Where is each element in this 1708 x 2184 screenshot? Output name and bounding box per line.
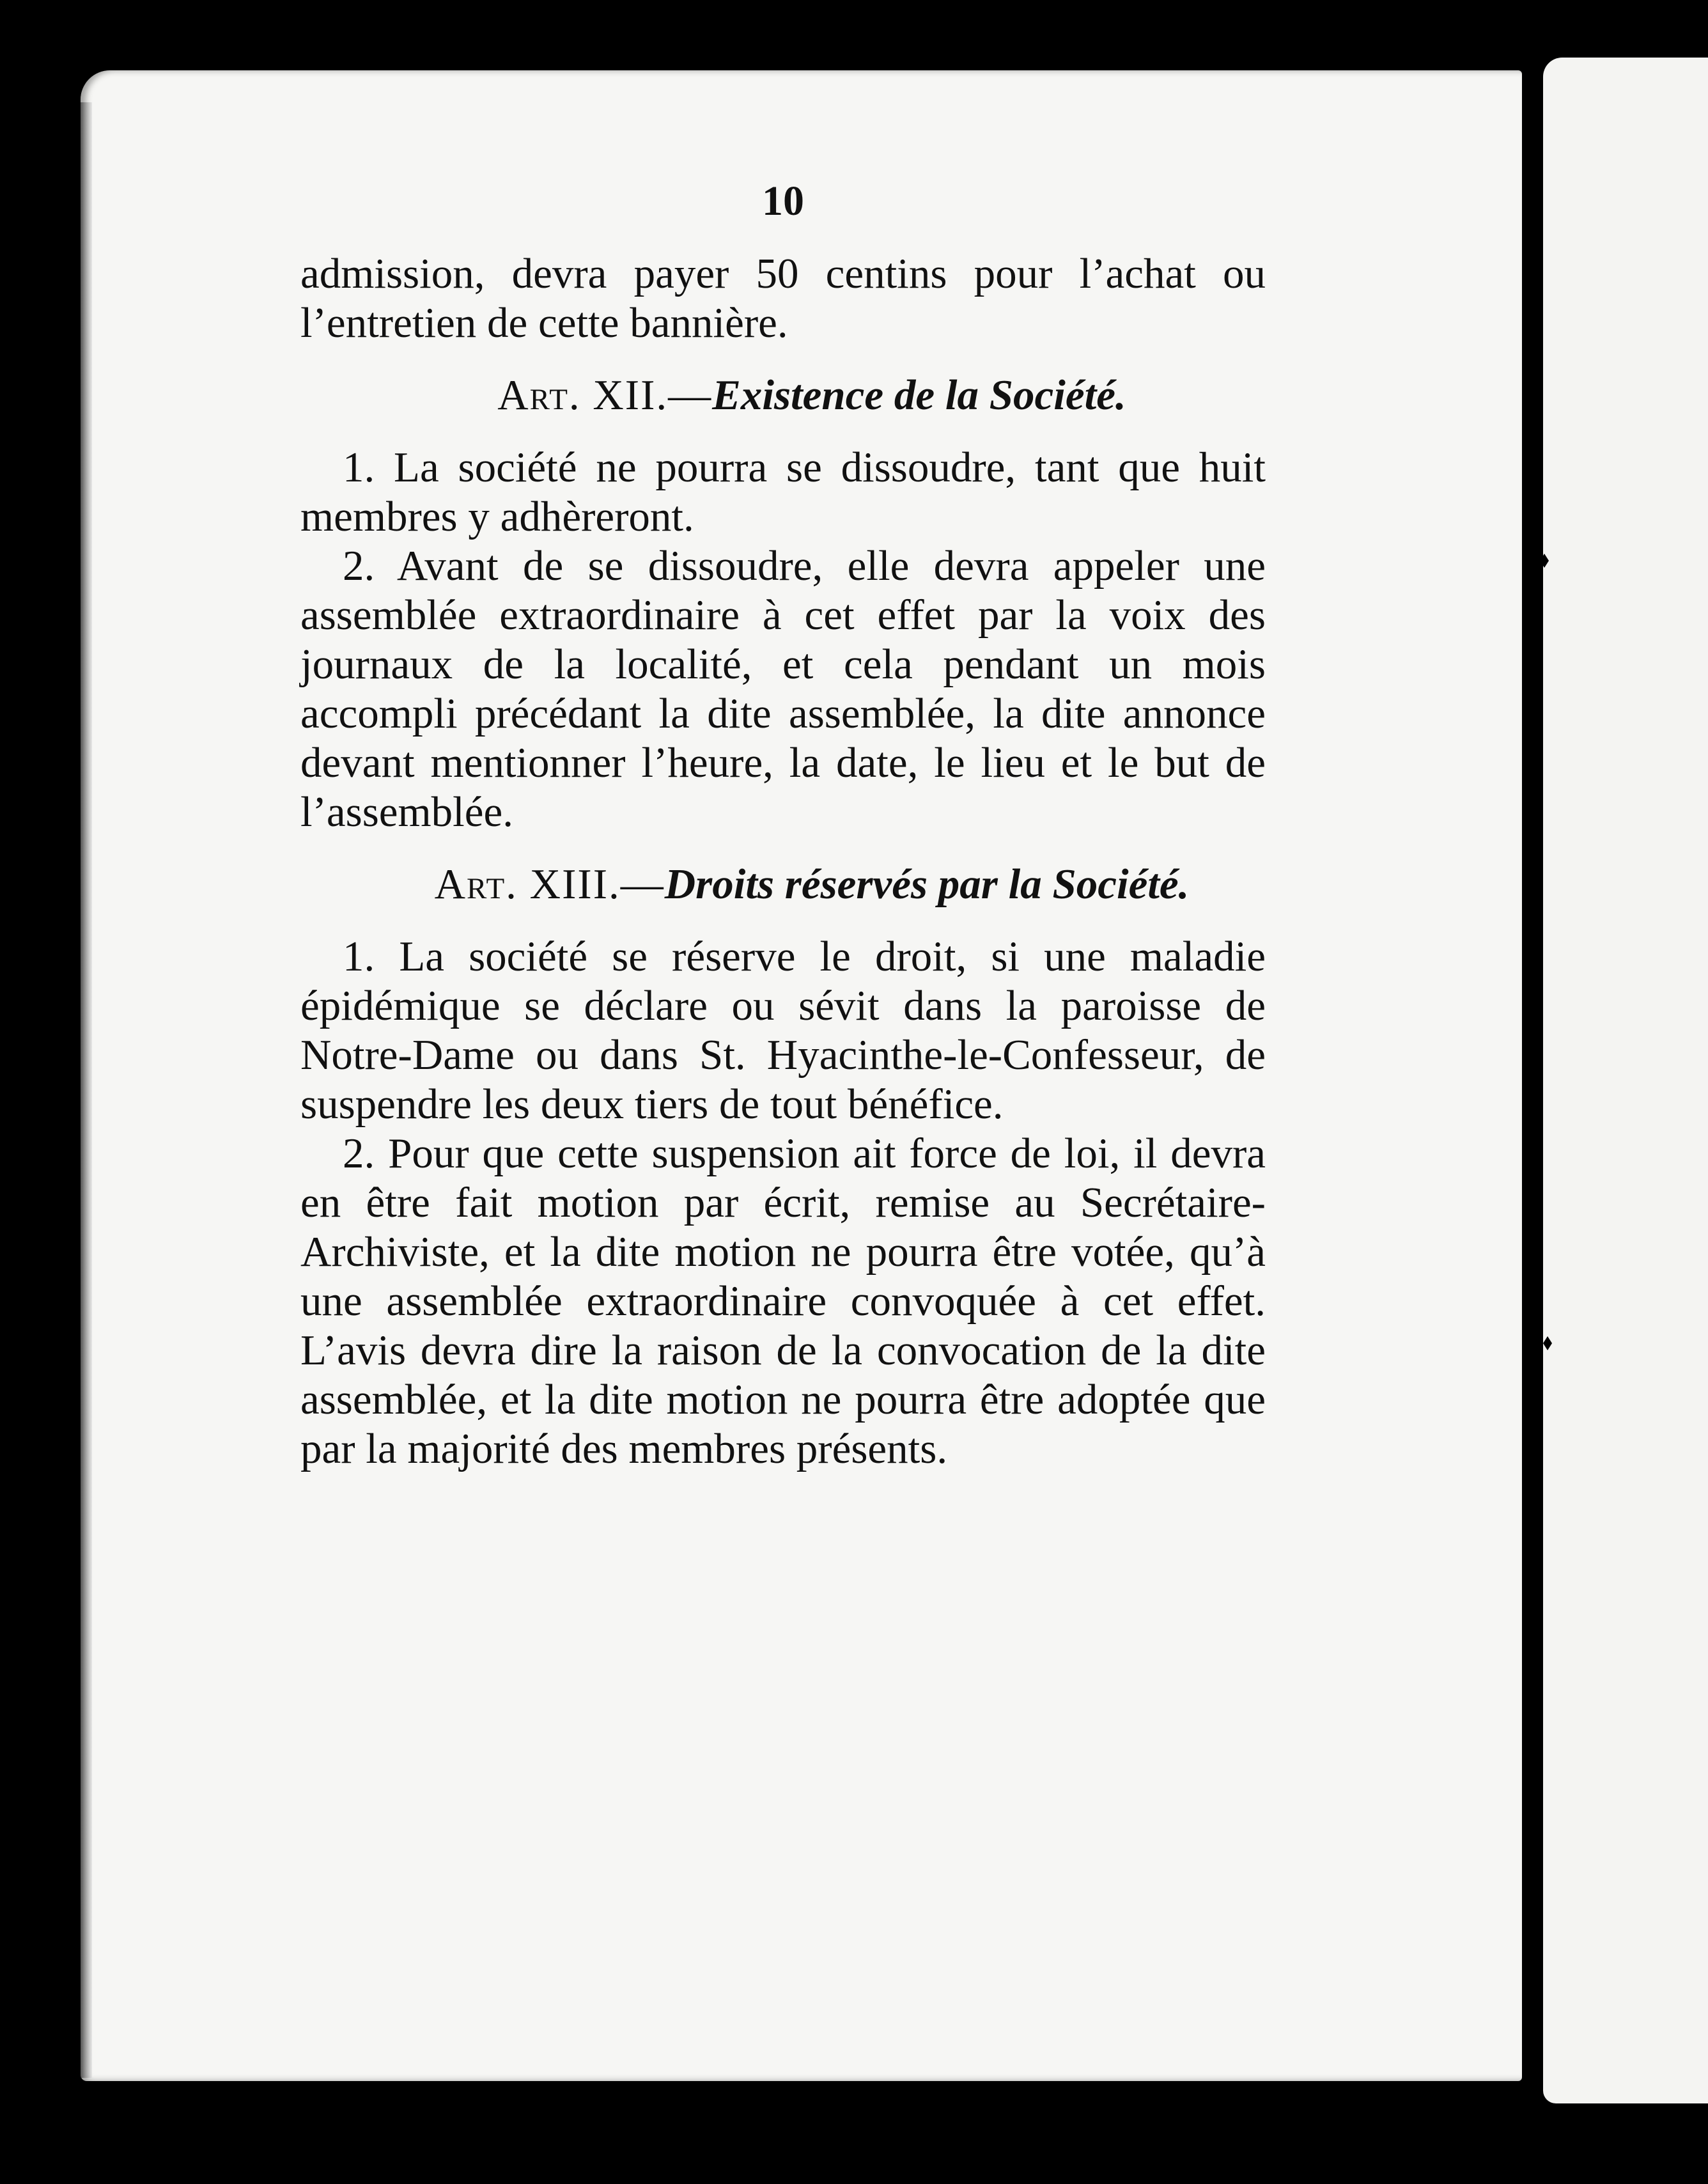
page-text [300,153,1266,1474]
intro-paragraph: admission, devra payer 50 centins pour l’achat ou l’entretien de cette bannière. [300,250,1266,347]
article-paragraph: 1. La société se réserve le droit, si une maladie épidémique se déclare ou sévit dans la paroisse de Notre-Dame ou dans St. Hyacinthe-le-Confesseur, de suspendre les deux tiers de tout bénéfice. [300,933,1266,1128]
article-paragraph: 2. Avant de se dissoudre, elle devra appeler une assemblée extraordinaire à cet effet par la voix des journaux de la localité, et cela pendant un mois accompli précédant la dite assemblée, la dite annonce devant mentionner l’heure, la date, le lieu et le but de l’assemblée. [300,542,1266,836]
article-number: Art. XII.— [497,371,713,419]
article-heading [300,860,1266,909]
article-title: Droits réservés par la Société. [664,861,1190,908]
page-edge-shadow [81,102,92,2078]
book-spine [1522,60,1532,2106]
page-number: 10 [762,178,804,224]
article-paragraph: 2. Pour que cette suspension ait force de loi, il devra en être fait motion par écrit, remise au Secrétaire-Archiviste, et la dite motion ne pourra être votée, qu’à une assemblée extraordinaire convoquée à cet effet. L’avis devra dire la raison de la convocation de la dite assemblée, et la dite motion ne pourra être adoptée que par la majorité des membres présents. [300,1130,1266,1472]
article-title: Existence de la Société. [712,371,1126,419]
article-number: Art. XIII.— [434,861,665,908]
adjacent-page-edge [1543,58,1708,2103]
article-paragraph: 1. La société ne pourra se dissoudre, tant que huit membres y adhèreront. [300,444,1266,540]
article-heading [300,371,1266,420]
